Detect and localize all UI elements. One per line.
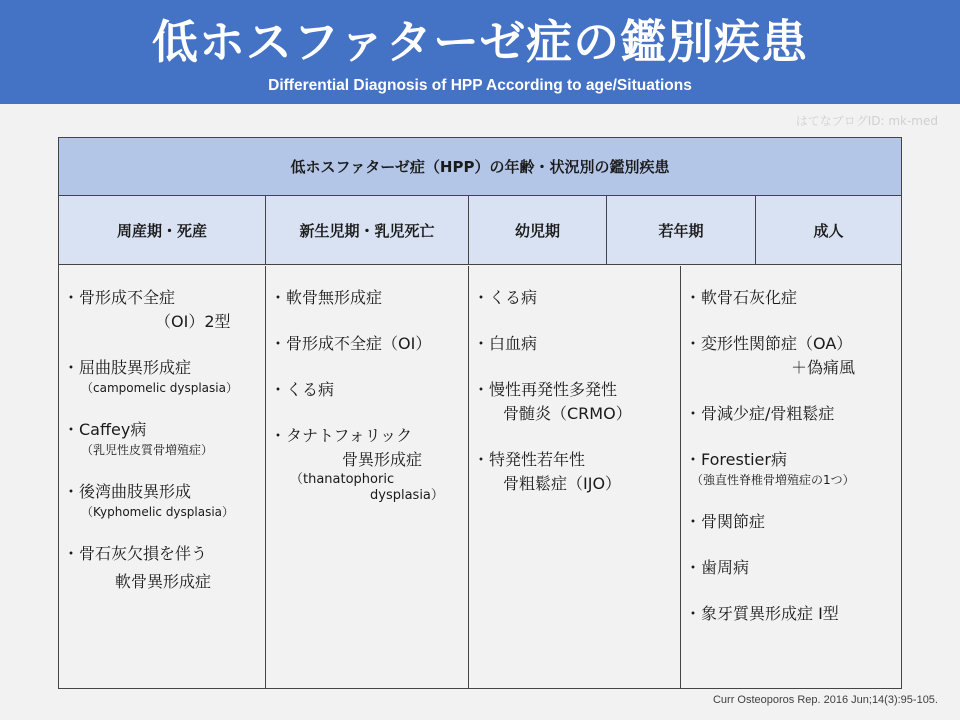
list-item [63,418,263,458]
page-subtitle: Differential Diagnosis of HPP According to age/Situations [268,77,692,94]
item-label-cont: ＋偽痛風 [791,358,856,377]
list-item [685,448,899,488]
item-label: ・後湾曲肢異形成 [63,482,192,501]
item-label: ・特発性若年性 [473,450,586,469]
item-label: ・くる病 [270,380,335,399]
col-header-childhood: 幼児期 [469,196,606,265]
list-item [63,542,263,594]
list-item [685,510,899,534]
col-perinatal [63,266,263,688]
list-item [685,602,899,626]
list-item [270,332,466,356]
col-header-adult: 成人 [756,196,901,265]
diagnosis-table [58,137,902,689]
item-label: ・象牙質異形成症 I型 [685,604,839,623]
item-note: （強直性脊椎骨増殖症の1つ） [691,473,855,487]
item-note: dysplasia） [370,488,444,503]
col-childhood-juvenile [473,266,678,688]
col-adult [685,266,899,688]
item-label: ・骨石灰欠損を伴う [63,544,208,563]
divider [755,196,756,265]
list-item [63,356,263,396]
divider [265,196,266,265]
list-item [473,332,678,356]
item-label-cont: （OI）2型 [155,312,231,331]
divider [468,196,469,265]
divider [680,266,681,688]
col-header-juvenile: 若年期 [607,196,755,265]
list-item [270,424,466,504]
item-label: ・軟骨無形成症 [270,288,383,307]
col-header-neonatal: 新生児期・乳児死亡 [266,196,468,265]
item-label: ・骨減少症/骨粗鬆症 [685,404,835,423]
item-label: ・白血病 [473,334,538,353]
item-note: （thanatophoric [290,472,395,487]
item-label-cont: 骨粗鬆症（IJO） [503,474,622,493]
item-label: ・屈曲肢異形成症 [63,358,192,377]
citation: Curr Osteoporos Rep. 2016 Jun;14(3):95-105. [712,694,938,706]
page-title: 低ホスファターゼ症の鑑別疾患 [151,15,809,69]
list-item [270,286,466,310]
list-item [473,448,678,496]
item-label-cont: 骨異形成症 [342,450,423,469]
title-banner [0,0,960,104]
list-item [685,556,899,580]
item-label: ・慢性再発性多発性 [473,380,618,399]
item-label-cont: 骨髄炎（CRMO） [503,404,632,423]
item-label: ・タナトフォリック [270,426,413,445]
list-item [473,378,678,426]
item-label: ・Caffey病 [63,420,147,439]
item-note: （Kyphomelic dysplasia） [81,505,235,519]
list-item [270,378,466,402]
list-item [473,286,678,310]
item-label: ・変形性関節症（OA） [685,334,853,353]
divider [265,266,266,688]
list-item [685,332,899,380]
divider [606,196,607,265]
col-neonatal [270,266,466,688]
list-item [63,480,263,520]
item-label: ・骨関節症 [685,512,766,531]
watermark: はてなブログID: mk-med [795,114,938,128]
table-title: 低ホスファターゼ症（HPP）の年齢・状況別の鑑別疾患 [59,138,901,196]
list-item [685,402,899,426]
item-note: （campomelic dysplasia） [81,381,238,395]
item-label-cont: 軟骨異形成症 [115,572,212,591]
list-item [63,286,263,334]
item-label: ・軟骨石灰化症 [685,288,798,307]
item-label: ・骨形成不全症（OI） [270,334,432,353]
item-label: ・くる病 [473,288,538,307]
item-label: ・Forestier病 [685,450,787,469]
divider [468,266,469,688]
item-label: ・骨形成不全症 [63,288,176,307]
list-item [685,286,899,310]
col-header-perinatal: 周産期・死産 [59,196,265,265]
item-label: ・歯周病 [685,558,750,577]
item-note: （乳児性皮質骨増殖症） [81,443,214,457]
